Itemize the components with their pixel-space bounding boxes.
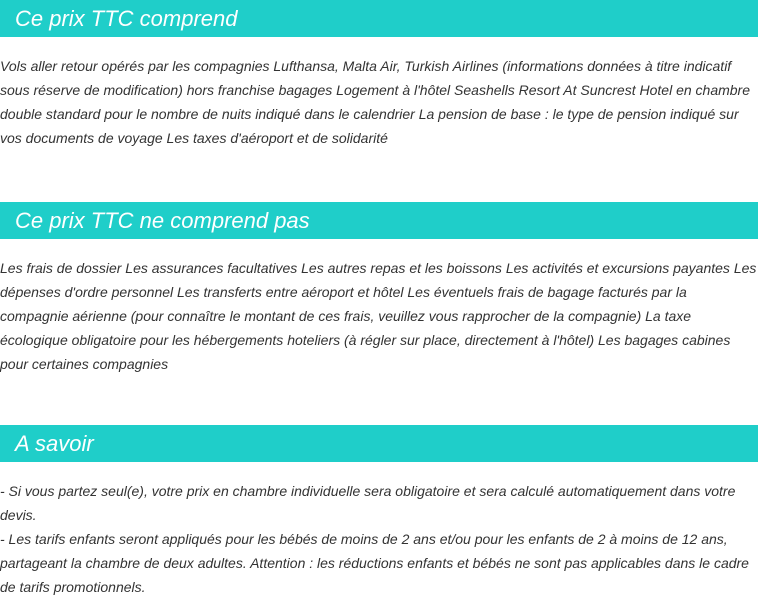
section-title-not-included: Ce prix TTC ne comprend pas — [15, 207, 310, 233]
section-text-good-to-know — [0, 479, 758, 599]
note-child-rates: - Les tarifs enfants seront appliqués pour les bébés de moins de 2 ans et/ou pour les enfants de 2 à moins de 12 ans, partageant la chambre de deux adultes. Attention : les réductions enfants et bébés ne sont pas applicables dans le cadre de tarifs promotionnels. — [0, 531, 749, 595]
section-header-not-included — [0, 202, 758, 239]
section-text-not-included: Les frais de dossier Les assurances facultatives Les autres repas et les boissons Les activités et excursions payantes Les dépenses d'ordre personnel Les transferts entre aéroport et hôtel Les éventuels frais de bagage facturés par la compagnie aérienne (pour connaître le montant de ces frais, veuillez vous rapprocher de la compagnie) La taxe écologique obligatoire pour les hébergements hoteliers (à régler sur place, directement à l'hôtel) Les bagages cabines pour certaines compagnies — [0, 260, 757, 372]
note-single-traveler: - Si vous partez seul(e), votre prix en chambre individuelle sera obligatoire et sera calculé automatiquement dans votre devis. — [0, 483, 736, 523]
section-title-good-to-know: A savoir — [15, 430, 94, 456]
section-header-good-to-know — [0, 425, 758, 462]
section-title-included: Ce prix TTC comprend — [15, 5, 238, 31]
section-text-included: Vols aller retour opérés par les compagnies Lufthansa, Malta Air, Turkish Airlines (informations données à titre indicatif sous réserve de modification) hors franchise bagages Logement à l'hôtel Seashells Resort At Suncrest Hotel en chambre double standard pour le nombre de nuits indiqué dans le calendrier La pension de base : le type de pension indiqué sur vos documents de voyage Les taxes d'aéroport et de solidarité — [0, 58, 750, 146]
section-header-included — [0, 0, 758, 37]
